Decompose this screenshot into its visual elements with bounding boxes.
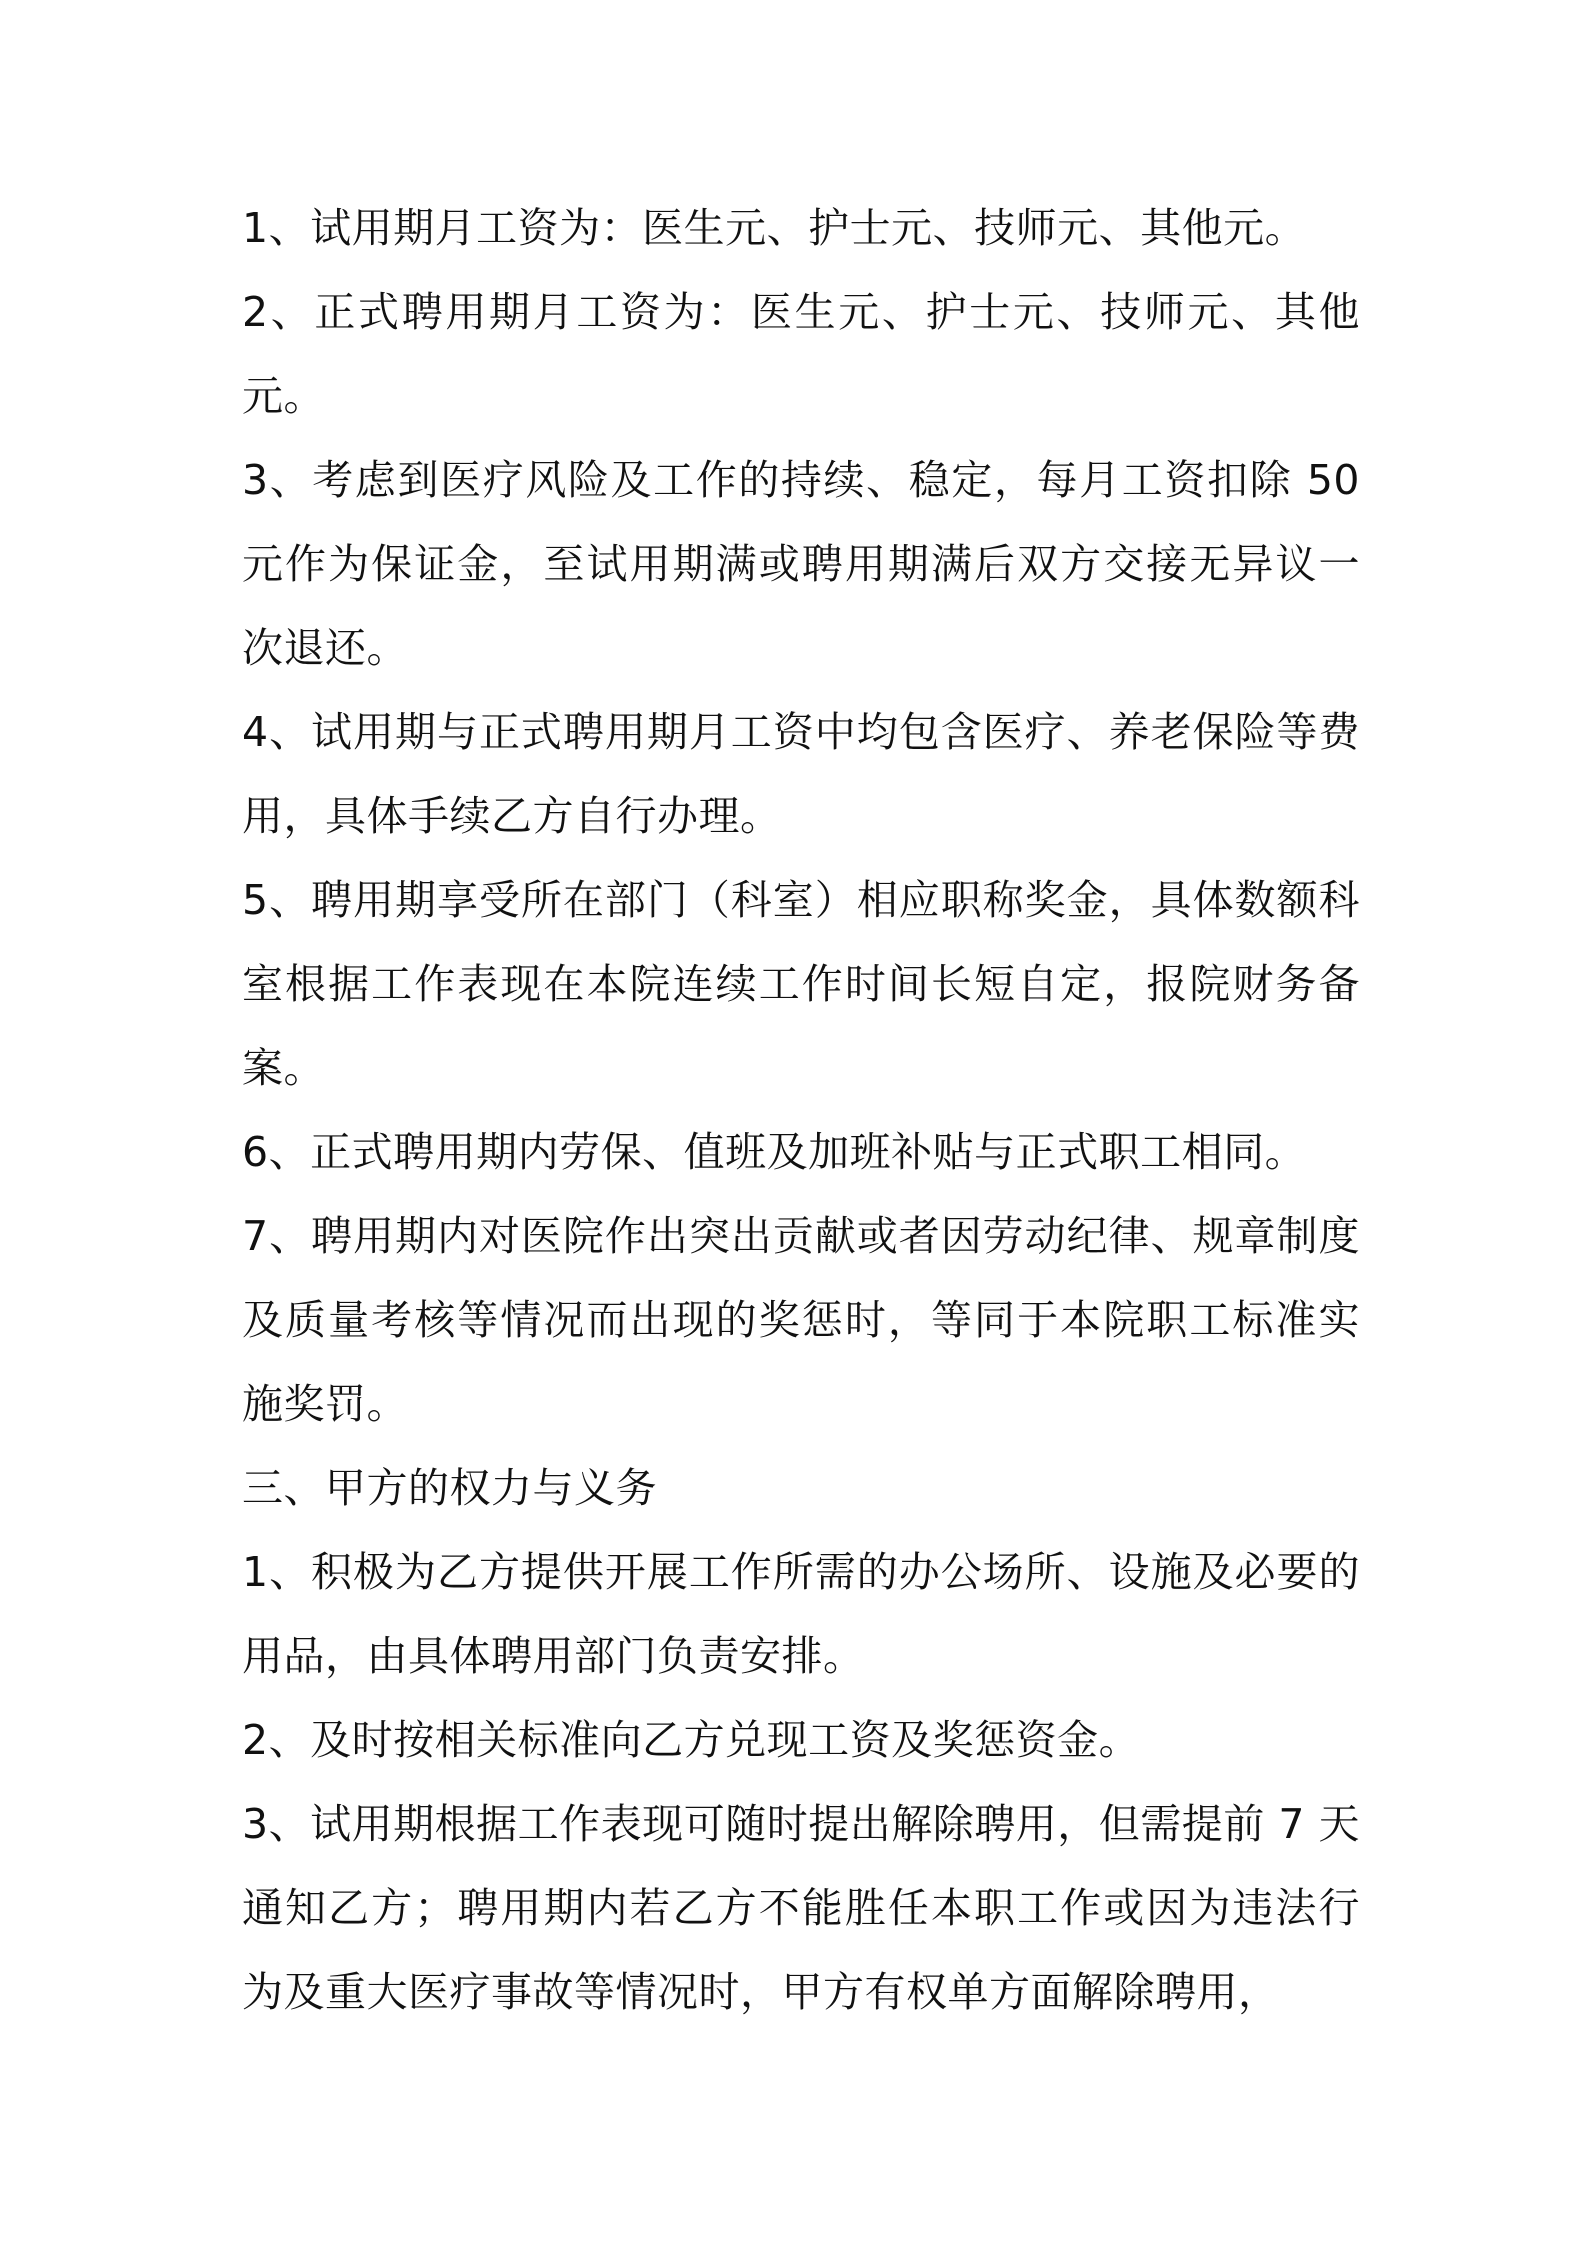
paragraph-deposit: 3、考虑到医疗风险及工作的持续、稳定，每月工资扣除 50 元作为保证金，至试用期满或聘用期满后双方交接无异议一次退还。	[242, 456, 1360, 672]
paragraph-salary-formal: 2、正式聘用期月工资为：医生元、护士元、技师元、其他元。	[242, 288, 1360, 420]
paragraph-rewards-penalties: 7、聘用期内对医院作出突出贡献或者因劳动纪律、规章制度及质量考核等情况而出现的奖惩时，等同于本院职工标准实施奖罚。	[242, 1212, 1360, 1428]
paragraph-bonus: 5、聘用期享受所在部门（科室）相应职称奖金，具体数额科室根据工作表现在本院连续工作时间长短自定，报院财务备案。	[242, 876, 1360, 1092]
paragraph-workplace-provision: 1、积极为乙方提供开展工作所需的办公场所、设施及必要的用品，由具体聘用部门负责安排。	[242, 1548, 1360, 1680]
paragraph-salary-probation: 1、试用期月工资为：医生元、护士元、技师元、其他元。	[242, 204, 1307, 252]
document-body	[242, 186, 1360, 2034]
paragraph-termination: 3、试用期根据工作表现可随时提出解除聘用，但需提前 7 天通知乙方；聘用期内若乙方不能胜任本职工作或因为违法行为及重大医疗事故等情况时，甲方有权单方面解除聘用，	[242, 1800, 1360, 2016]
paragraph-insurance: 4、试用期与正式聘用期月工资中均包含医疗、养老保险等费用，具体手续乙方自行办理。	[242, 708, 1360, 840]
paragraph-payment-duty: 2、及时按相关标准向乙方兑现工资及奖惩资金。	[242, 1716, 1141, 1764]
section-heading-party-a-rights: 三、甲方的权力与义务	[242, 1464, 657, 1512]
paragraph-allowance: 6、正式聘用期内劳保、值班及加班补贴与正式职工相同。	[242, 1128, 1307, 1176]
